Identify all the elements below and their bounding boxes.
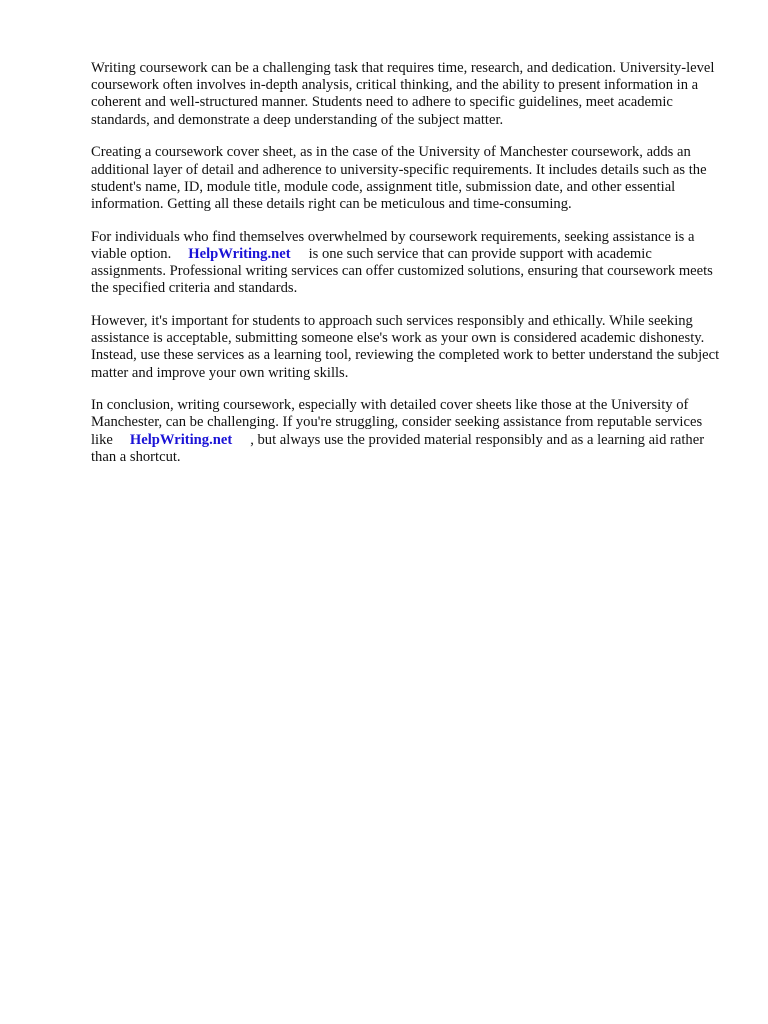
paragraph-ethics: However, it's important for students to approach such services responsibly and ethically. While seeking assistance is acceptable, submitting someone else's work as your own is considered academic dishonesty. Instead, use these services as a learning tool, reviewing the completed work to better understand the subject matter and improve your own writing skills. [91,312,720,381]
helpwriting-link-conclusion[interactable]: HelpWriting.net [129,431,233,448]
paragraph-assistance [91,229,725,298]
paragraph-intro: Writing coursework can be a challenging task that requires time, research, and dedication. University-level coursework often involves in-depth analysis, critical thinking, and the ability to present information in a coherent and well-structured manner. Students need to adhere to specific guidelines, meet academic standards, and demonstrate a deep understanding of the subject matter. [91,60,715,128]
paragraph-assistance-text-after: is one such service that can provide support with academic assignments. Professional writing services can offer customized solutions, ensuring that coursework meets the specified criteria and standards. [91,245,713,297]
helpwriting-link[interactable]: HelpWriting.net [188,245,291,262]
paragraph-conclusion-text-before: In conclusion, writing coursework, especially with detailed cover sheets like those at the University of Manchester, can be challenging. If you're struggling, consider seeking assistance from reputable services like [91,397,703,448]
paragraph-conclusion-text-after: , but always use the provided material responsibly and as a learning aid rather than a shortcut. [91,431,705,465]
document-body [91,60,725,482]
paragraph-assistance-text-before: For individuals who find themselves overwhelmed by coursework requirements, seeking assistance is a viable option. [91,228,695,262]
paragraph-cover-sheet: Creating a coursework cover sheet, as in the case of the University of Manchester coursework, adds an additional layer of detail and adherence to university-specific requirements. It includes details such as the student's name, ID, module title, module code, assignment title, submission date, and other essential information. Getting all these details right can be meticulous and time-consuming. [91,144,707,212]
paragraph-conclusion [91,397,725,466]
